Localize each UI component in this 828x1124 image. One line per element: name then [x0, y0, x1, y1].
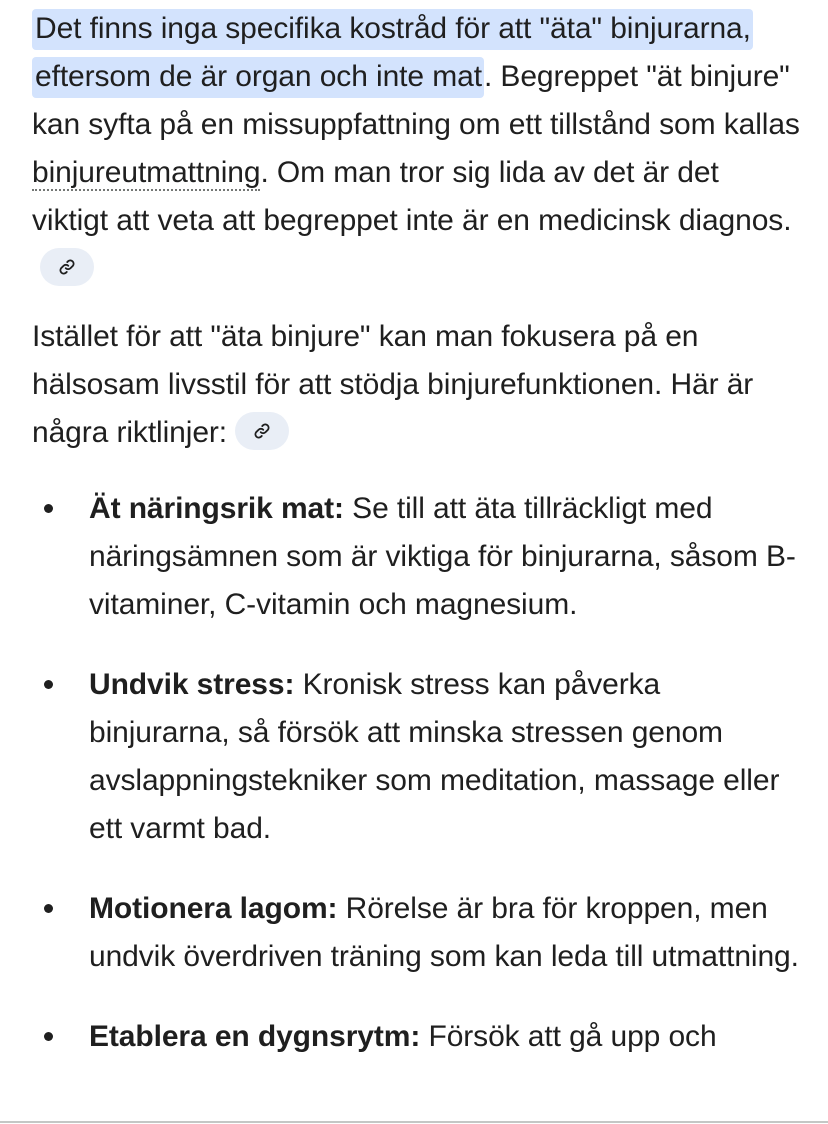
link-icon — [252, 421, 272, 441]
link-icon — [57, 257, 77, 277]
list-item — [32, 485, 802, 629]
second-paragraph — [32, 313, 802, 457]
tip-title: Motionera lagom: — [89, 892, 338, 925]
tip-title: Etablera en dygnsrytm: — [89, 1020, 421, 1053]
bullet-icon — [44, 904, 53, 913]
tip-text: Försök att gå upp och — [420, 1020, 717, 1053]
bottom-divider — [0, 1121, 828, 1123]
bullet-icon — [44, 504, 53, 513]
tip-title: Ät näringsrik mat: — [89, 492, 344, 525]
tips-list — [32, 485, 802, 1061]
highlighted-text[interactable]: Det finns inga specifika kostråd för att "äta" binjurarna, eftersom de är organ och inte mat — [32, 9, 753, 98]
tip-title: Undvik stress: — [89, 668, 295, 701]
list-item — [32, 885, 802, 981]
source-chip[interactable] — [40, 248, 94, 286]
intro-paragraph — [32, 5, 802, 293]
bullet-icon — [44, 680, 53, 689]
bullet-icon — [44, 1032, 53, 1041]
second-text: Istället för att "äta binjure" kan man fokusera på en hälsosam livsstil för att stödja binjurefunktionen. Här är några riktlinjer: — [32, 320, 754, 449]
term-link[interactable]: binjureutmattning — [32, 156, 261, 189]
intro-text-end: . Om man tror sig lida av det är det viktigt att veta att begreppet inte är en medicinsk diagnos. — [32, 156, 792, 237]
list-item — [32, 1013, 802, 1061]
intro-text: Begreppet "ät binjure" kan syfta på en missuppfattning om ett tillstånd som kallas — [32, 60, 800, 141]
list-item — [32, 661, 802, 853]
tip-text: Kronisk stress kan påverka binjurarna, så försök att minska stressen genom avslappningstekniker som meditation, massage eller ett varmt bad. — [89, 668, 780, 845]
source-chip[interactable] — [235, 412, 289, 450]
tip-text: Se till att äta tillräckligt med näringsämnen som är viktiga för binjurarna, såsom B-vitaminer, C-vitamin och magnesium. — [89, 492, 796, 621]
answer-content — [32, 5, 802, 1093]
intro-period: . — [483, 60, 493, 93]
tip-text: Rörelse är bra för kroppen, men undvik överdriven träning som kan leda till utmattning. — [89, 892, 799, 973]
